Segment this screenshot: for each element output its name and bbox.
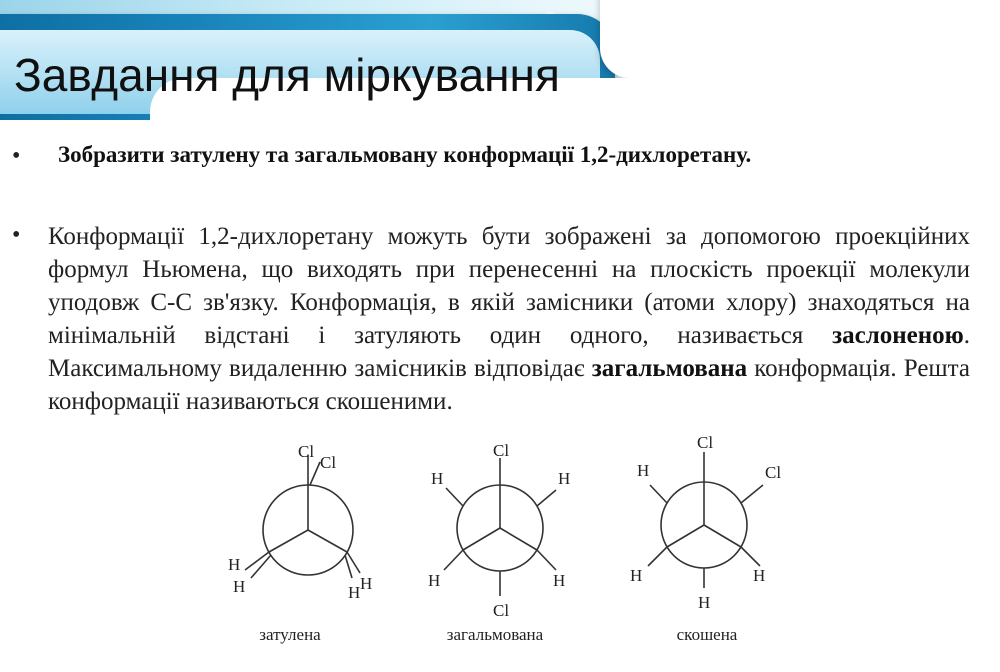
newman-gauche	[648, 452, 766, 588]
staggered-cl-top: Cl	[493, 441, 510, 460]
explanation-paragraph	[48, 220, 970, 418]
paragraph-part-1: Конформації 1,2-дихлоретану можуть бути зображені за допомогою проекційних формул Ньюмена, що виходять при перенесенні на плоскість проекції молекули уподовж С-С зв'язку. Конформація, в якій замісники (атоми хлору) знаходяться на мінімальній відстані і затуляють один одного, називається	[48, 223, 970, 349]
paragraph-part-2: . Максимальному видаленню замісників відповідає	[48, 322, 970, 382]
term-eclipsed: заслоненою	[832, 322, 964, 349]
staggered-h-3: H	[428, 571, 441, 590]
staggered-h-2: H	[558, 469, 571, 488]
staggered-h-4: H	[553, 571, 566, 590]
newman-eclipsed	[245, 455, 360, 578]
task-text: Зобразити затулену та загальмовану конформації 1,2-дихлоретану.	[58, 142, 752, 167]
eclipsed-h-3: H	[360, 574, 373, 593]
eclipsed-h-2: H	[233, 577, 246, 596]
caption-eclipsed: затулена	[259, 625, 321, 644]
gauche-cl-top: Cl	[697, 433, 714, 452]
gauche-h-4: H	[698, 593, 711, 612]
staggered-cl-bottom: Cl	[493, 601, 510, 620]
bullet-1: •	[12, 143, 21, 169]
gauche-cl-right: Cl	[765, 463, 782, 482]
gauche-h-2: H	[630, 566, 643, 585]
gauche-h-1: H	[637, 461, 650, 480]
newman-staggered	[444, 458, 556, 596]
eclipsed-h-1: H	[228, 555, 241, 574]
newman-projections	[200, 420, 800, 660]
header-right-panel	[600, 0, 1000, 78]
paragraph-part-3: конформація. Решта конформації називаються скошеними.	[48, 355, 970, 415]
eclipsed-cl-2: Cl	[320, 453, 337, 472]
term-staggered: загальмована	[591, 355, 748, 382]
staggered-h-1: H	[431, 469, 444, 488]
eclipsed-h-4: H	[348, 583, 361, 602]
slide-title: Завдання для міркування	[14, 49, 560, 101]
caption-staggered: загальмована	[446, 625, 544, 644]
eclipsed-cl-1: Cl	[298, 442, 315, 461]
gauche-h-3: H	[753, 566, 766, 585]
bullet-2: •	[12, 222, 21, 248]
caption-gauche: скошена	[676, 625, 738, 644]
